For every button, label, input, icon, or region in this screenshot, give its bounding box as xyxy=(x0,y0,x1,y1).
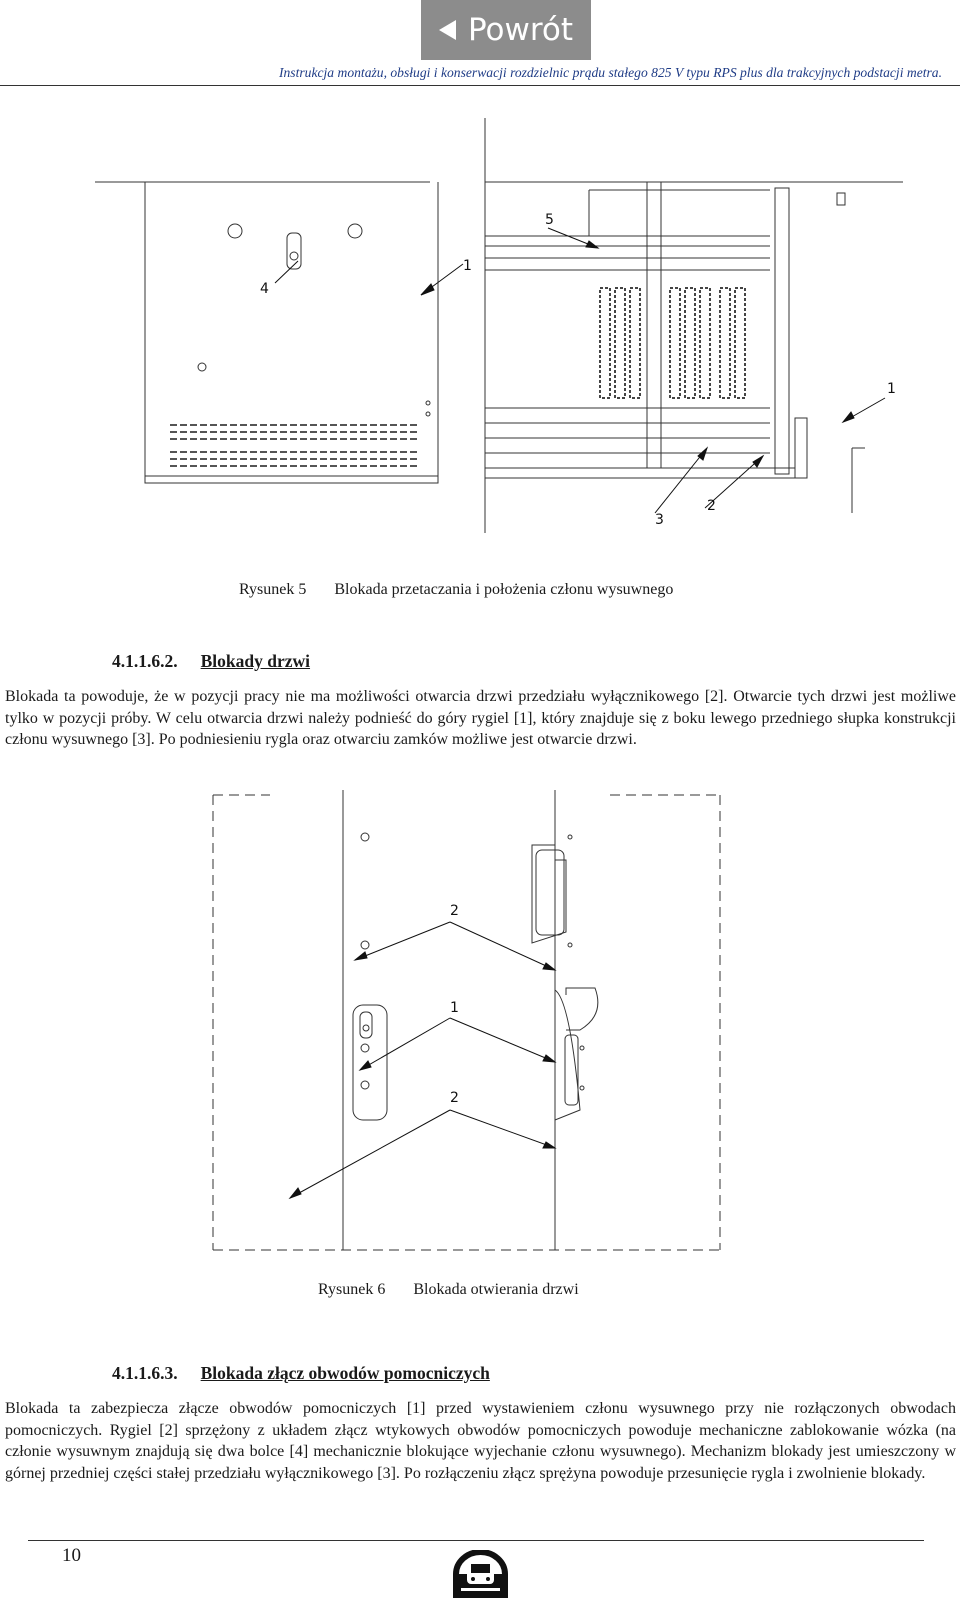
fig5-callout-3: 3 xyxy=(655,512,664,528)
paragraph-aux-lock: Blokada ta zabezpiecza złącze obwodów pomocniczych [1] przed wystawieniem członu wysuwnego przy nie rozłączonych obwodach pomocniczych. Rygiel [2] sprzężony z układem złącz wtykowych obwodów pomocniczych powoduje mechaniczne zablokowanie wózka (na członie wysuwnym znajdują się dwa bolce [4] mechanicznie blokujące wyjechanie członu wysuwnego). Mechanizm blokady jest umieszczony w górnej przedniej części stałej przedziału wyłącznikowego [3]. Po rozłączeniu złącz sprężyna powoduje przesunięcie rygla i zwolnienie blokady. xyxy=(5,1400,956,1482)
section-heading-door-lock xyxy=(112,651,310,672)
header-rule xyxy=(0,85,960,86)
section-title: Blokada złącz obwodów pomocniczych xyxy=(200,1363,490,1383)
figure-5-drawing xyxy=(95,118,925,538)
back-button[interactable] xyxy=(421,0,591,60)
paragraph-door-lock: Blokada ta powoduje, że w pozycji pracy nie ma możliwości otwarcia drzwi przedziału wyłącznikowego [2]. Otwarcie tych drzwi jest możliwe tylko w pozycji próby. W celu otwarcia drzwi należy podnieść do góry rygiel [1], który znajduje się z boku lewego przedniego słupka konstrukcji członu wysuwnego [3]. Po podniesieniu rygla oraz otwarciu zamków możliwe jest otwarcie drzwi. xyxy=(5,688,956,748)
fig6-callout-2a: 2 xyxy=(450,903,459,919)
figure-6-title: Blokada otwierania drzwi xyxy=(413,1281,579,1298)
fig5-callout-1a: 1 xyxy=(463,258,472,274)
metro-train-logo xyxy=(453,1550,508,1598)
document-header: Instrukcja montażu, obsługi i konserwacji rozdzielnic prądu stałego 825 V typu RPS plus dla trakcyjnych podstacji metra. xyxy=(278,65,942,80)
fig5-callout-2: 2 xyxy=(707,498,716,514)
back-button-label: Powrót xyxy=(467,12,574,48)
fig6-callout-2b: 2 xyxy=(450,1090,459,1106)
figure-6-drawing xyxy=(210,790,730,1260)
section-heading-aux-lock xyxy=(112,1363,490,1384)
figure-6-caption xyxy=(318,1281,579,1299)
fig5-callout-4: 4 xyxy=(260,281,269,297)
fig5-callout-5: 5 xyxy=(545,212,554,228)
footer-rule xyxy=(28,1540,924,1541)
left-triangle-icon xyxy=(439,20,456,40)
figure-6-number: Rysunek 6 xyxy=(318,1281,386,1298)
section-number: 4.1.1.6.2. xyxy=(112,651,178,671)
fig5-callout-1b: 1 xyxy=(887,381,896,397)
figure-5-caption xyxy=(239,581,673,599)
section-title: Blokady drzwi xyxy=(200,651,311,671)
page-number: 10 xyxy=(62,1545,81,1566)
figure-5-number: Rysunek 5 xyxy=(239,581,307,598)
fig6-callout-1: 1 xyxy=(450,1000,459,1016)
figure-5-title: Blokada przetaczania i położenia członu wysuwnego xyxy=(334,581,674,598)
section-number: 4.1.1.6.3. xyxy=(112,1363,178,1383)
